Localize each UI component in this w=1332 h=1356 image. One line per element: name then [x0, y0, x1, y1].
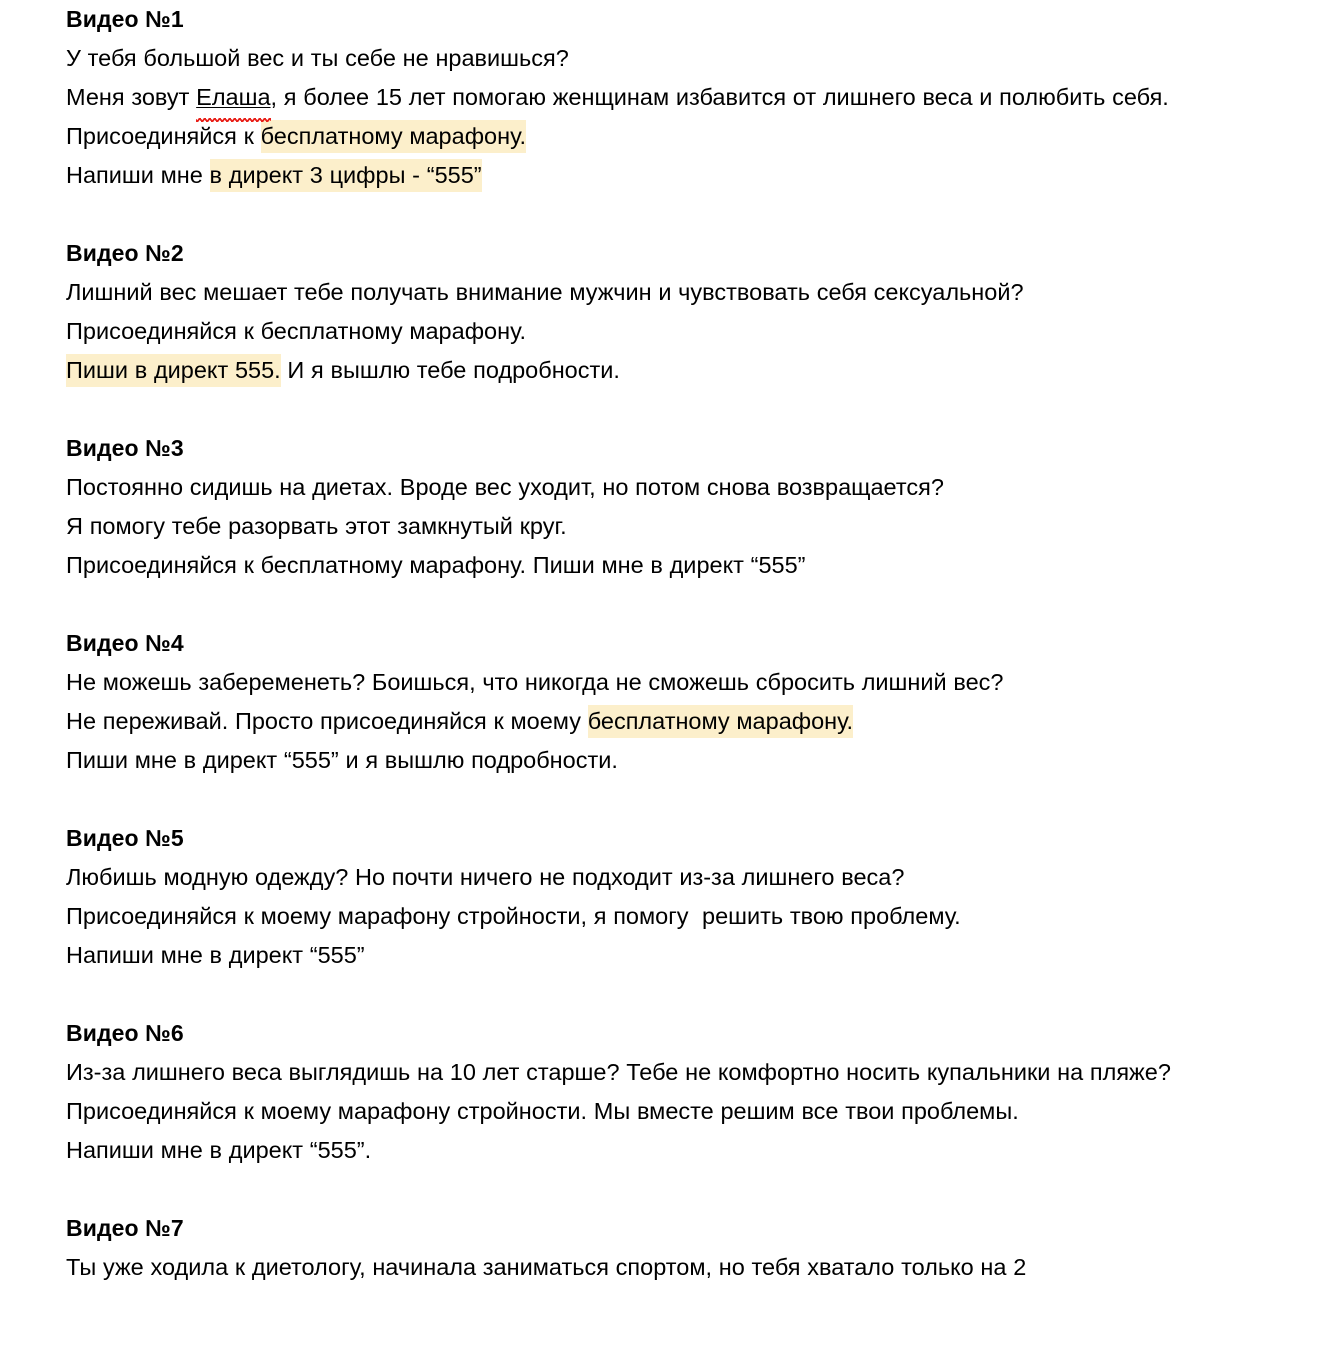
script-line	[66, 156, 1272, 195]
text-run: , я более 15 лет помогаю женщинам избавится от лишнего веса и полюбить себя.	[270, 84, 1169, 110]
misspelled-word: Елаша	[196, 78, 270, 117]
script-line	[66, 351, 1272, 390]
text-run: Я помогу тебе разорвать этот замкнутый круг.	[66, 513, 567, 539]
video-block-heading: Видео №1	[66, 6, 184, 32]
text-run: Присоединяйся к бесплатному марафону.	[66, 318, 526, 344]
text-run: Присоединяйся к бесплатному марафону. Пиши мне в директ “555”	[66, 552, 806, 578]
text-run: Меня зовут	[66, 84, 197, 110]
script-line	[66, 1092, 1272, 1131]
script-line	[66, 273, 1272, 312]
video-block	[66, 624, 1272, 780]
video-block	[66, 0, 1272, 195]
highlighted-text: в директ 3 цифры - “555”	[210, 159, 482, 192]
text-run: Напиши мне в директ “555”	[66, 942, 365, 968]
video-block	[66, 1209, 1272, 1287]
script-line	[66, 897, 1272, 936]
text-run: Не можешь забеременеть? Боишься, что никогда не сможешь сбросить лишний вес?	[66, 669, 1004, 695]
script-line	[66, 117, 1272, 156]
video-block	[66, 429, 1272, 585]
script-line	[66, 507, 1272, 546]
text-run: Присоединяйся к моему марафону стройности. Мы вместе решим все твои проблемы.	[66, 1098, 1019, 1124]
script-line	[66, 663, 1272, 702]
text-run: Пиши мне в директ “555” и я вышлю подробности.	[66, 747, 618, 773]
script-line	[66, 858, 1272, 897]
highlighted-text: Пиши в директ 555.	[66, 354, 281, 387]
text-run: У тебя большой вес и ты себе не нравишься?	[66, 45, 569, 71]
video-block-heading: Видео №2	[66, 240, 184, 266]
script-line	[66, 546, 1272, 585]
script-line	[66, 1053, 1272, 1092]
video-block-heading: Видео №7	[66, 1215, 184, 1241]
highlighted-text: бесплатному марафону.	[261, 120, 526, 153]
script-line	[66, 702, 1272, 741]
highlighted-text: бесплатному марафону.	[588, 705, 853, 738]
text-run: Любишь модную одежду? Но почти ничего не подходит из-за лишнего веса?	[66, 864, 905, 890]
script-line	[66, 312, 1272, 351]
video-block-heading: Видео №5	[66, 825, 184, 851]
video-block	[66, 819, 1272, 975]
text-run: И я вышлю тебе подробности.	[280, 357, 620, 383]
video-block-heading: Видео №6	[66, 1020, 184, 1046]
text-run: Присоединяйся к моему марафону стройности, я помогу решить твою проблему.	[66, 903, 961, 929]
script-line	[66, 741, 1272, 780]
script-line	[66, 1131, 1272, 1170]
script-line	[66, 39, 1272, 78]
text-run: Не переживай. Просто присоединяйся к моему	[66, 708, 588, 734]
video-block-heading: Видео №3	[66, 435, 184, 461]
text-run: Напиши мне	[66, 162, 210, 188]
text-run: Постоянно сидишь на диетах. Вроде вес уходит, но потом снова возвращается?	[66, 474, 944, 500]
video-block	[66, 1014, 1272, 1170]
script-line	[66, 1248, 1272, 1287]
text-run: Напиши мне в директ “555”.	[66, 1137, 372, 1163]
video-block-heading: Видео №4	[66, 630, 184, 656]
text-run: Из-за лишнего веса выглядишь на 10 лет старше? Тебе не комфортно носить купальники на пляже?	[66, 1059, 1171, 1085]
script-line	[66, 78, 1272, 117]
script-line	[66, 468, 1272, 507]
text-run: Присоединяйся к	[66, 123, 261, 149]
video-block	[66, 234, 1272, 390]
script-line	[66, 936, 1272, 975]
text-run: Ты уже ходила к диетологу, начинала заниматься спортом, но тебя хватало только на 2	[66, 1254, 1027, 1280]
text-run: Лишний вес мешает тебе получать внимание мужчин и чувствовать себя сексуальной?	[66, 279, 1024, 305]
